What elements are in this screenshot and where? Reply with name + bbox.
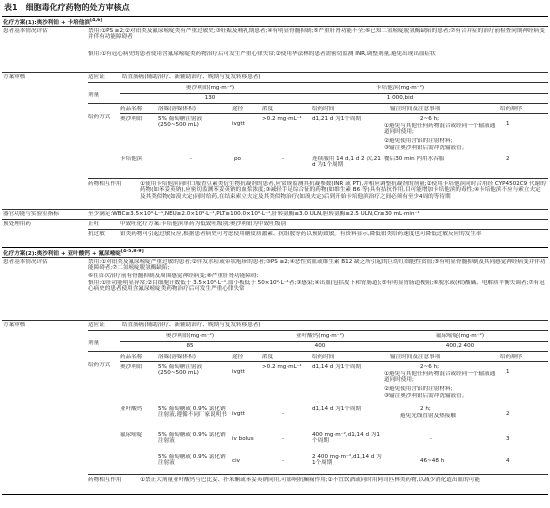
s1-interact-text: ①使用卡培他滨同时口服香豆素类衍生物抗凝剂的患者,应常规监测其抗凝参数(INR 或 PT),并相应调整抗凝剂的剂量;②使用卡培他滨同时合用经 CYP4502C9 代谢的药物(如苯妥英钠),应密切监测苯妥英钠的血浆浓度;③减轻手足综合征的药物(如维生素 B6 等)具有拮抗作用,目可能增加卡培他滨的毒性;④卡培他滨不应与索立夫定及其类似物(如溴夫定)同时给药,在结束索立夫定及其类似物治疗(如溴夫定)后到开始卡培他滨治疗之间必须有至少4周的等待期 — [140, 181, 546, 200]
s1-dose-cap: 1 000,bid — [386, 95, 414, 101]
s2-fu2-conc: - — [282, 458, 285, 464]
s1-cap-name: 卡培他滨 — [120, 156, 143, 162]
s1-organ-label: 器官功能与实验室指标 — [3, 211, 59, 217]
s2-interact-label: 药物相互作用 — [88, 477, 122, 483]
s1-cap-solvent: - — [190, 156, 193, 162]
s2-eval-text: 禁用:①对铂类及氟尿嘧啶严重过敏的患者;②伴发水痘或带状疱疹的患者;③PS ≥2;④恶性贫血或维生素 B12 缺乏所引起的巨幼红细胞性贫血;⑤有明显骨髓抑制及其同感觉神经病变并伴功能障碍者;⑦二氢嘧啶脱氢酶缺陷; — [88, 259, 546, 272]
s2-lv-note1: 2 h; — [420, 406, 431, 412]
col-solvent: 溶媒(溶媒体积) — [158, 354, 196, 360]
s1-oxa-name: 奥沙利铂 — [120, 116, 143, 122]
table-label: 表1 — [4, 3, 18, 12]
s2-indication-label: 适应证 — [88, 322, 105, 328]
s2-fu1-note: - — [430, 436, 433, 442]
divider — [2, 72, 548, 73]
divider — [88, 229, 548, 230]
s2-oxa-time: d1,14 d 为1个周期 — [312, 364, 362, 370]
s2-fu2-route: civ — [232, 458, 240, 464]
s2-dose-lv-header: 亚叶酸钙(mg·m⁻²) — [295, 333, 345, 339]
s1-cap-order: 2 — [506, 156, 510, 162]
col-solvent: 溶媒(溶媒体积) — [158, 106, 196, 112]
divider — [88, 474, 548, 475]
table-header — [4, 3, 138, 13]
s1-eval-text2: 慎用:①有冠心病史的患者使用含氟尿嘧啶类药物治疗后可发生严重心律失常;②使用华法林的患者需密切监测 INR,调整剂量,避免出现出血症状 — [88, 51, 436, 57]
s2-route-label: 给药方式 — [88, 362, 111, 368]
col-route: 途径 — [232, 354, 244, 360]
s1-cap-note: 餐后30 min 内用水吞服 — [384, 156, 445, 162]
col-drug: 药品名称 — [120, 354, 143, 360]
s2-dose-oxa: 85 — [186, 343, 194, 349]
s2-dose-oxa-header: 奥沙利铂(mg·m⁻²) — [165, 333, 215, 339]
col-route: 途径 — [232, 106, 244, 112]
s2-lv-note2: 避免光线直射及热接触 — [400, 413, 456, 419]
s2-oxa-note3: ②避免使用含铝的注射材料; — [384, 386, 453, 392]
divider — [88, 330, 548, 331]
s2-lv-time: d1,14 d 为1个周期 — [312, 406, 362, 412]
s2-oxa-solvent: 5% 葡萄糖注射液 (250~500 mL) — [158, 364, 203, 377]
divider — [88, 82, 548, 83]
s2-fu2-time: 2 400 mg·m⁻²,d1,14 d 为1个周期 — [312, 454, 382, 467]
s2-lv-name: 亚叶酸钙 — [120, 406, 143, 412]
s2-dose-label: 剂量 — [88, 340, 100, 346]
s2-fu2-solvent: 5% 葡萄糖或 0.9% 氯化钠注射液 — [158, 454, 226, 467]
divider — [2, 257, 548, 258]
s1-prevent-label: 预处理用药 — [3, 221, 31, 227]
s2-eval-text3: 慎用:①肝功能明显异常;②白细胞计数低于 3.5×10⁹·L⁻¹,血小板低于 50×10⁹·L⁻¹者;③感染;④出血(包括皮下和胃肠道);⑤有明显胃肠道梗阻;⑥脱水或(和)酸碱、电解质平衡失调者;⑦有冠心病史的患者使用含氟尿嘧啶类药物治疗后可发生严重心律失常 — [88, 280, 545, 293]
s2-oxa-note4: ③输注奥沙利铂后需冲洗输液管。 — [384, 393, 468, 399]
col-time: 给药时间 — [312, 106, 335, 112]
divider — [88, 351, 548, 352]
s2-dose-lv: 400 — [314, 343, 326, 349]
s1-organ-text: 至少满足:WBC≥3.5×10⁹·L⁻¹,NEU≥2.0×10⁹·L⁻¹,PLT≥100.0×10⁹·L⁻¹,肝转氨酶≤3.0 ULN,胆转氨酶≤2.5 ULN,Cr≥30 mL·min⁻¹ — [88, 211, 420, 217]
s1-anticoag-text: 铂类药物可引起过敏反应,根据患者病史可考虑使用糖皮质激素、抗组胺等药以预防致敏。有资料显示,降低铂类给药速度也可降低过敏反应的发生率 — [120, 231, 482, 237]
col-time: 给药时间 — [312, 354, 335, 360]
s2-fu1-solvent: 5% 葡萄糖或 0.9% 氯化钠注射液 — [158, 432, 226, 445]
s1-indication-label: 适应证 — [88, 74, 105, 80]
divider — [120, 113, 548, 114]
s1-oxa-order: 1 — [506, 121, 510, 127]
s2-fu2-note: 46~48 h — [420, 458, 445, 464]
divider — [120, 341, 548, 342]
col-drug: 药品名称 — [120, 106, 143, 112]
table-title: 细胞毒化疗药物的处方审核点 — [25, 3, 130, 12]
s1-cap-time: 连续服用 14 d,1 d 2 次,21 d 为1个周期 — [312, 156, 381, 169]
s1-oxa-route: ivgtt — [232, 121, 245, 127]
s1-oxa-time: d1,21 d 为1个周期 — [312, 116, 362, 122]
divider — [88, 178, 548, 179]
s2-fu1-conc: - — [282, 436, 285, 442]
s1-cap-route: po — [234, 156, 241, 162]
s1-interact-label: 药物相互作用 — [88, 181, 122, 187]
s2-oxa-order: 1 — [506, 369, 510, 375]
section1-title: 化疗方案(1):奥沙利铂 + 卡培他滨[4,6] — [3, 18, 103, 26]
s2-lv-route: ivgtt — [232, 411, 245, 417]
s1-indication: 结直肠癌(辅助治疗、新辅助治疗、晚期与复发转移患者) — [122, 74, 261, 80]
s2-oxa-name: 奥沙利铂 — [120, 364, 143, 370]
divider — [2, 247, 548, 248]
divider — [120, 361, 548, 362]
top-rule — [2, 16, 548, 17]
s2-interact-text: ①禁止大剂量亚叶酸钙与巴比妥、扑米酮或苯妥英钠同用,可影响抗癫痫作用;②不宜饮酒或同时用阿司匹林类药物,以减少消化道出血的可能 — [140, 477, 480, 483]
s1-oxa-note4: ③输注奥沙利铂后需冲洗输液管。 — [384, 145, 468, 151]
s1-dose-label: 剂量 — [88, 92, 100, 98]
divider — [2, 219, 548, 220]
s2-dose-fu: 400,2 400 — [445, 343, 475, 349]
s1-oxa-note3: ②避免使用含铝的注射材料; — [384, 138, 453, 144]
col-conc: 浓度 — [262, 354, 274, 360]
divider — [88, 103, 548, 104]
s2-oxa-conc: >0.2 mg·mL⁻¹ — [262, 364, 302, 370]
s2-eval-text2: ⑥在首次治疗前有骨髓抑制及周围感觉神经病变;⑧严重肝肾功能障碍; — [88, 273, 259, 279]
s2-fu2-order: 4 — [506, 458, 510, 464]
s1-dose-oxa-header: 奥沙利铂(mg·m⁻²) — [185, 85, 235, 91]
s2-lv-conc: - — [282, 411, 285, 417]
s1-antiemetic-label: 止吐 — [88, 221, 100, 227]
s1-review-label: 方案审核 — [3, 74, 26, 80]
divider — [120, 93, 548, 94]
divider — [2, 320, 548, 321]
divider — [2, 26, 548, 27]
s1-route-label: 给药方式 — [88, 114, 111, 120]
s1-oxa-note2: ①避免与其他任何药物混合或经同一个输液通道同时使用; — [384, 123, 496, 136]
s2-eval-label: 患者基本情况评估 — [3, 259, 48, 265]
col-order: 给药顺序 — [500, 106, 523, 112]
s1-dose-oxa: 130 — [204, 95, 216, 101]
s1-oxa-note1: 2~6 h; — [420, 116, 440, 122]
s2-fu1-route: iv bolus — [232, 436, 254, 442]
s2-oxa-note1: 2~6 h; — [420, 364, 440, 370]
s2-oxa-route: ivgtt — [232, 369, 245, 375]
s1-cap-conc: - — [282, 156, 285, 162]
s1-eval-label: 患者基本情况评估 — [3, 28, 48, 34]
col-conc: 浓度 — [262, 106, 274, 112]
s1-eval-text: 禁用:①PS ≥2;②对铂类及氟尿嘧啶类有严重过敏史;③妊娠及哺乳期患者;④有明显骨髓抑制;⑤严重肝肾功能不全;⑥已知二氢嘧啶脱氢酶缺陷的患者;⑦有合并症的治疗前检查同期神经病变并伴有功能障碍者 — [88, 28, 545, 41]
s1-oxa-solvent: 5% 葡萄糖注射液 (250~500 mL) — [158, 116, 203, 129]
s2-dose-fu-header: 氟尿嘧啶(mg·m⁻²) — [435, 333, 485, 339]
s1-oxa-conc: >0.2 mg·mL⁻¹ — [262, 116, 302, 122]
s1-dose-cap-header: 卡培他滨(mg·m⁻²) — [375, 85, 425, 91]
col-note: 输注时间及注意事项 — [390, 106, 441, 112]
s2-fu1-name: 氟尿嘧啶 — [120, 432, 143, 438]
col-note: 输注时间及注意事项 — [390, 354, 441, 360]
s2-lv-solvent: 5% 葡萄糖或 0.9% 氯化钠注射液,遵循不同厂家说明书 — [158, 406, 227, 419]
s2-fu1-order: 3 — [506, 436, 510, 442]
s2-oxa-note2: ①避免与其他任何药物混合或经同一个输液通道同时使用; — [384, 371, 496, 384]
bottom-rule — [2, 494, 548, 495]
col-order: 给药顺序 — [500, 354, 523, 360]
s1-anticoag-label: 抗过敏 — [88, 231, 105, 237]
section2-title: 化疗方案(2):奥沙利铂 + 亚叶酸钙 + 氟尿嘧啶[4-5,8-9] — [3, 249, 144, 257]
s1-antiemetic-text: 中致吐化疗方案:卡培他滨单药为低致吐级别;奥沙利铂为中致吐级别 — [120, 221, 286, 227]
s2-indication: 结直肠癌(辅助治疗、新辅助治疗、晚期与复发转移患者) — [122, 322, 261, 328]
s2-review-label: 方案审核 — [3, 322, 26, 328]
s2-fu1-time: 400 mg·m⁻²,d1,14 d 为1个周期 — [312, 432, 380, 445]
divider — [2, 209, 548, 210]
s2-lv-order: 2 — [506, 411, 510, 417]
